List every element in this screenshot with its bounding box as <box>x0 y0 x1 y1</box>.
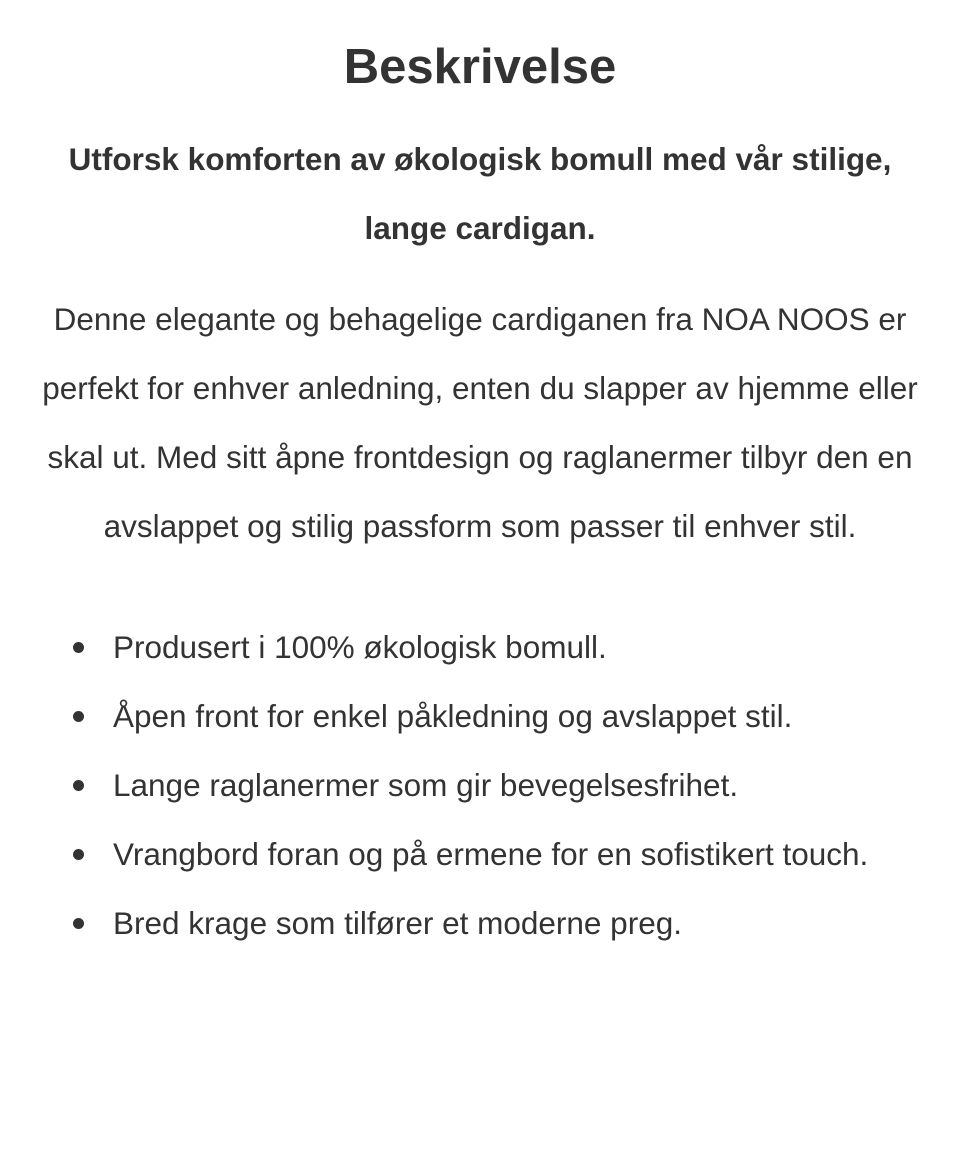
feature-text: Bred krage som tilfører et moderne preg. <box>113 905 682 941</box>
bullet-icon <box>73 711 84 722</box>
feature-item <box>113 613 873 682</box>
feature-text: Åpen front for enkel påkledning og avslappet stil. <box>113 698 793 734</box>
feature-item <box>113 682 873 751</box>
bullet-icon <box>73 642 84 653</box>
feature-item <box>113 889 873 958</box>
bullet-icon <box>73 780 84 791</box>
feature-item <box>113 820 873 889</box>
description-text: Denne elegante og behagelige cardiganen fra NOA NOOS er perfekt for enhver anledning, enten du slapper av hjemme eller skal ut. Med sitt åpne frontdesign og raglanermer tilbyr den en avslappet og stilig passform som passer til enhver stil. <box>42 301 918 544</box>
lead-text: Utforsk komforten av økologisk bomull med vår stilige, lange cardigan. <box>68 141 892 246</box>
section-title: Beskrivelse <box>343 40 617 94</box>
feature-item <box>113 751 873 820</box>
feature-text: Lange raglanermer som gir bevegelsesfrihet. <box>113 767 739 803</box>
bullet-icon <box>73 918 84 929</box>
feature-list <box>30 613 930 958</box>
bullet-icon <box>73 849 84 860</box>
feature-text: Vrangbord foran og på ermene for en sofistikert touch. <box>113 836 869 872</box>
feature-text: Produsert i 100% økologisk bomull. <box>113 629 607 665</box>
